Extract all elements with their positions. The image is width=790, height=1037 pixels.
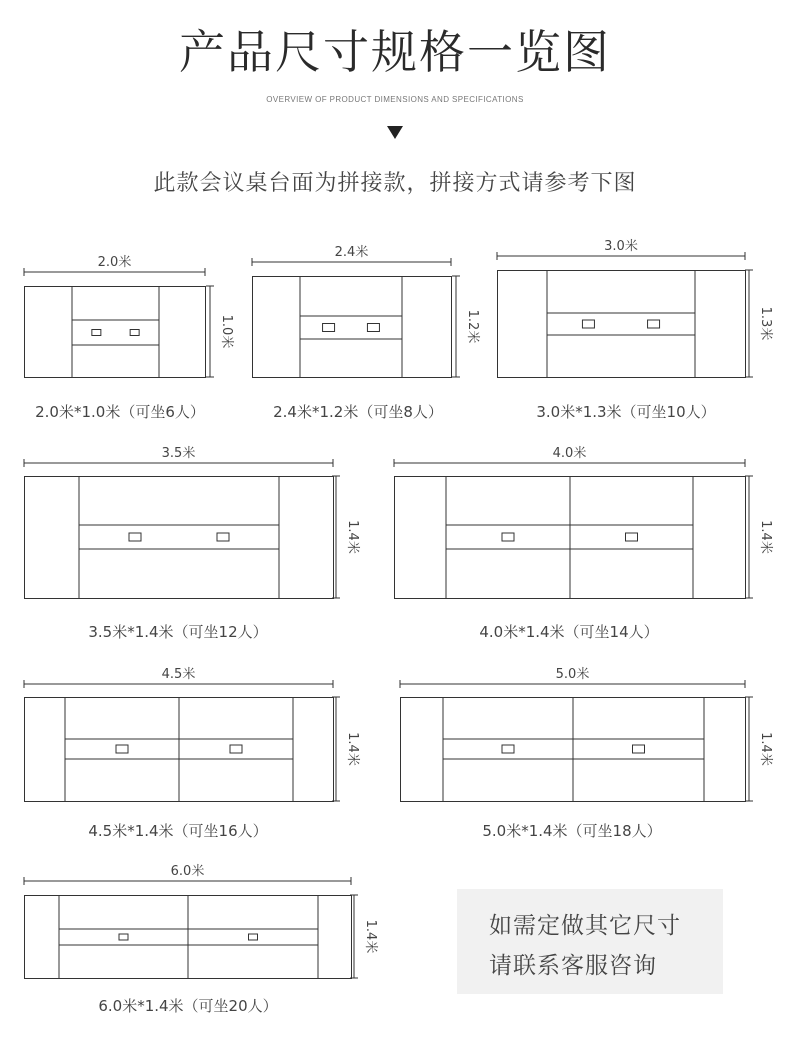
depth-label: 1.3米 bbox=[758, 306, 773, 341]
width-label: 4.5米 bbox=[161, 667, 196, 682]
depth-label: 1.2米 bbox=[465, 309, 480, 344]
width-label: 2.0米 bbox=[97, 255, 132, 270]
table-size-caption: 6.0米*1.4米（可坐20人） bbox=[98, 997, 278, 1015]
table-size-caption: 3.0米*1.3米（可坐10人） bbox=[536, 403, 716, 421]
depth-label: 1.4米 bbox=[363, 919, 378, 954]
table-size-caption: 3.5米*1.4米（可坐12人） bbox=[88, 623, 268, 641]
custom-size-notice bbox=[457, 889, 723, 994]
table-top-outline bbox=[498, 271, 746, 378]
width-label: 5.0米 bbox=[555, 667, 590, 682]
page-subtitle: OVERVIEW OF PRODUCT DIMENSIONS AND SPECIFICATIONS bbox=[266, 95, 524, 104]
cable-box bbox=[626, 533, 638, 541]
depth-label: 1.4米 bbox=[758, 732, 773, 766]
intro-text: 此款会议桌台面为拼接款，拼接方式请参考下图 bbox=[153, 171, 637, 196]
page-title: 产品尺寸规格一览图 bbox=[179, 25, 611, 79]
table-size-caption: 2.0米*1.0米（可坐6人） bbox=[35, 403, 205, 421]
depth-label: 1.4米 bbox=[345, 520, 360, 554]
depth-label: 1.4米 bbox=[758, 520, 773, 554]
cable-box bbox=[119, 934, 128, 940]
table-size-caption: 4.5米*1.4米（可坐16人） bbox=[88, 822, 268, 840]
contact-line-2: 请联系客服咨询 bbox=[489, 953, 657, 979]
width-label: 3.0米 bbox=[604, 239, 638, 254]
cable-box bbox=[129, 533, 141, 541]
table-size-caption: 4.0米*1.4米（可坐14人） bbox=[479, 623, 659, 641]
width-label: 4.0米 bbox=[552, 446, 587, 461]
table-size-caption: 2.4米*1.2米（可坐8人） bbox=[273, 403, 443, 421]
depth-label: 1.4米 bbox=[345, 732, 360, 766]
cable-box bbox=[217, 533, 229, 541]
cable-box bbox=[502, 745, 514, 753]
cable-box bbox=[249, 934, 258, 940]
width-label: 6.0米 bbox=[170, 864, 205, 879]
cable-box bbox=[502, 533, 514, 541]
cable-box bbox=[116, 745, 128, 753]
table-top-outline bbox=[253, 277, 452, 378]
cable-box bbox=[323, 324, 335, 332]
cable-box bbox=[367, 324, 379, 332]
cable-box bbox=[92, 330, 101, 336]
cable-box bbox=[648, 320, 660, 328]
contact-line-1: 如需定做其它尺寸 bbox=[489, 913, 681, 939]
cable-box bbox=[633, 745, 645, 753]
cable-box bbox=[130, 330, 139, 336]
table-top-outline bbox=[25, 477, 334, 599]
table-size-caption: 5.0米*1.4米（可坐18人） bbox=[482, 822, 662, 840]
cable-box bbox=[582, 320, 594, 328]
cable-box bbox=[230, 745, 242, 753]
width-label: 3.5米 bbox=[161, 446, 196, 461]
width-label: 2.4米 bbox=[334, 245, 369, 260]
depth-label: 1.0米 bbox=[219, 314, 234, 349]
table-top-outline bbox=[25, 287, 206, 378]
